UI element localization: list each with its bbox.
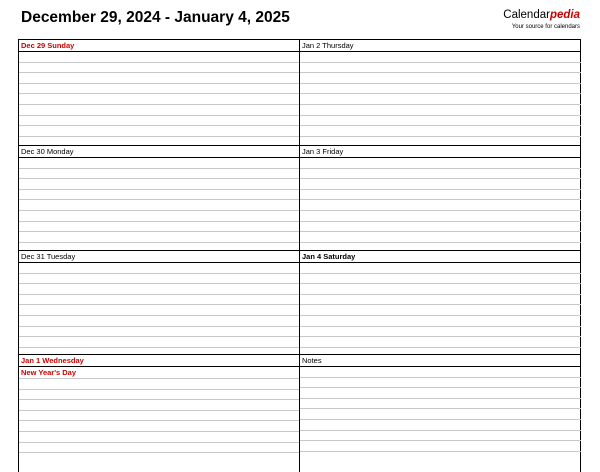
- day-cell[interactable]: [300, 145, 581, 251]
- ruled-line: [300, 431, 581, 442]
- ruled-line: [300, 420, 581, 431]
- ruled-line: [19, 158, 299, 169]
- ruled-line: [19, 432, 299, 443]
- ruled-line: [300, 52, 581, 63]
- ruled-line: [19, 179, 299, 190]
- ruled-line: [300, 105, 581, 116]
- ruled-line: [300, 327, 581, 338]
- page-title: December 29, 2024 - January 4, 2025: [21, 9, 290, 26]
- ruled-line: [19, 116, 299, 127]
- ruled-line: [300, 190, 581, 201]
- day-cell[interactable]: [19, 40, 299, 145]
- writing-lines[interactable]: [300, 263, 581, 348]
- ruled-line: [300, 179, 581, 190]
- ruled-line: [300, 441, 581, 452]
- ruled-line: [19, 73, 299, 84]
- day-label: Jan 4 Saturday: [300, 251, 581, 263]
- day-label: Jan 3 Friday: [300, 146, 581, 158]
- ruled-line: [300, 222, 581, 233]
- ruled-line: [19, 126, 299, 137]
- right-column: [300, 40, 581, 472]
- ruled-line: [19, 411, 299, 422]
- day-label: Dec 29 Sunday: [19, 40, 299, 52]
- writing-lines[interactable]: [19, 263, 299, 348]
- ruled-line: [19, 284, 299, 295]
- ruled-line: [19, 337, 299, 348]
- ruled-line: [300, 274, 581, 285]
- ruled-line: [19, 379, 299, 390]
- writing-lines[interactable]: [19, 379, 299, 453]
- ruled-line: [300, 158, 581, 169]
- ruled-line: [300, 126, 581, 137]
- ruled-line: [300, 399, 581, 410]
- day-cell[interactable]: [300, 40, 581, 145]
- day-cell[interactable]: [19, 354, 299, 460]
- ruled-line: [19, 169, 299, 180]
- ruled-line: [19, 52, 299, 63]
- writing-lines[interactable]: [19, 52, 299, 137]
- ruled-line: [19, 421, 299, 432]
- ruled-line: [300, 284, 581, 295]
- brand-logo: [503, 10, 580, 30]
- ruled-line: [19, 327, 299, 338]
- ruled-line: [19, 232, 299, 243]
- ruled-line: [19, 190, 299, 201]
- ruled-line: [300, 200, 581, 211]
- writing-lines[interactable]: [300, 367, 581, 452]
- ruled-line: [300, 73, 581, 84]
- ruled-line: [19, 295, 299, 306]
- ruled-line: [19, 305, 299, 316]
- ruled-line: [19, 105, 299, 116]
- ruled-line: [300, 316, 581, 327]
- holiday-event: New Year's Day: [19, 367, 299, 379]
- ruled-line: [300, 305, 581, 316]
- ruled-line: [19, 390, 299, 401]
- ruled-line: [300, 211, 581, 222]
- writing-lines[interactable]: [300, 52, 581, 137]
- day-cell[interactable]: [300, 250, 581, 356]
- day-label: Notes: [300, 355, 581, 367]
- ruled-line: [300, 409, 581, 420]
- day-label: Dec 30 Monday: [19, 146, 299, 158]
- ruled-line: [19, 400, 299, 411]
- ruled-line: [300, 84, 581, 95]
- brand-tagline: Your source for calendars: [511, 23, 580, 30]
- ruled-line: [19, 274, 299, 285]
- ruled-line: [19, 316, 299, 327]
- day-cell[interactable]: [300, 354, 581, 460]
- ruled-line: [300, 367, 581, 378]
- ruled-line: [19, 211, 299, 222]
- ruled-line: [19, 222, 299, 233]
- ruled-line: [300, 63, 581, 74]
- day-cell[interactable]: [19, 145, 299, 251]
- ruled-line: [300, 337, 581, 348]
- writing-lines[interactable]: [300, 158, 581, 243]
- weekly-grid: [18, 39, 581, 472]
- ruled-line: [300, 116, 581, 127]
- day-label: Dec 31 Tuesday: [19, 251, 299, 263]
- ruled-line: [300, 378, 581, 389]
- ruled-line: [19, 94, 299, 105]
- day-cell[interactable]: [19, 250, 299, 356]
- ruled-line: [19, 84, 299, 95]
- ruled-line: [300, 169, 581, 180]
- ruled-line: [300, 295, 581, 306]
- ruled-line: [19, 63, 299, 74]
- ruled-line: [19, 200, 299, 211]
- left-column: [19, 40, 300, 472]
- ruled-line: [19, 263, 299, 274]
- ruled-line: [300, 388, 581, 399]
- brand-name: Calendarpedia: [503, 9, 580, 21]
- day-label: Jan 2 Thursday: [300, 40, 581, 52]
- writing-lines[interactable]: [19, 158, 299, 243]
- ruled-line: [300, 232, 581, 243]
- ruled-line: [300, 94, 581, 105]
- ruled-line: [300, 263, 581, 274]
- day-label: Jan 1 Wednesday: [19, 355, 299, 367]
- ruled-line: [19, 443, 299, 454]
